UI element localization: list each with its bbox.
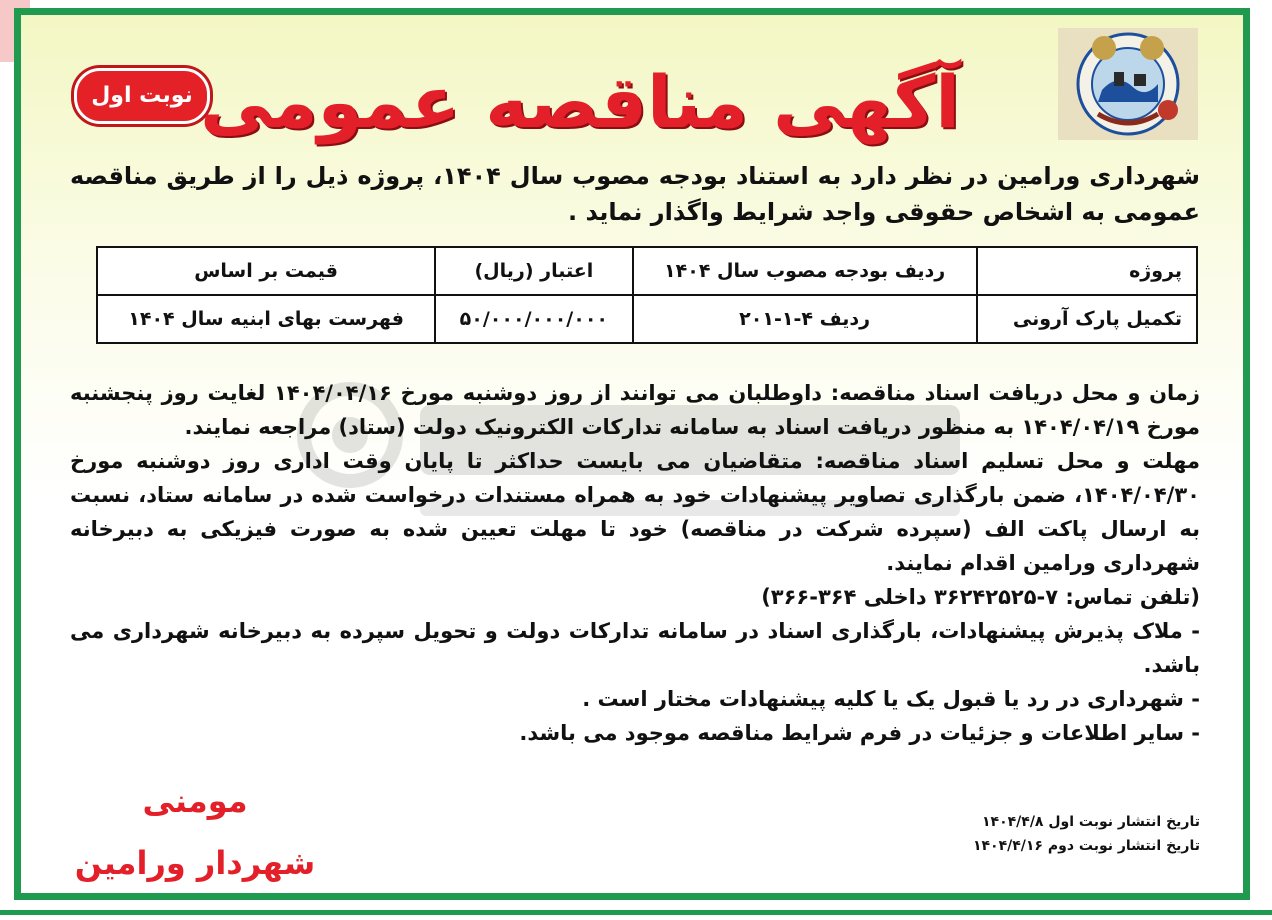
bottom-divider: [0, 910, 1272, 915]
acceptance-criteria: - ملاک پذیرش پیشنهادات، بارگذاری اسناد در سامانه تدارکات دولت و تحویل سپرده به دبیرخانه شهرداری می باشد.: [70, 619, 1200, 677]
contact-phone: (تلفن تماس: ۷-۳۶۲۴۲۵۲۵ داخلی ۳۶۴-۳۶۶): [761, 585, 1200, 609]
cell-price-basis: فهرست بهای ابنیه سال ۱۴۰۴: [97, 295, 435, 343]
submission-deadline-paragraph: مهلت و محل تسلیم اسناد مناقصه: متقاضیان می بایست حداکثر تا پایان وقت اداری روز دوشنبه مورخ ۱۴۰۴/۰۴/۳۰، ضمن بارگذاری تصاویر پیشنهادات خود به همراه مستندات درخواست شده در سامانه ستاد، نسبت به ارسال پاکت الف (سپرده شرکت در مناقصه) خود تا مهلت تعیین شده به صورت فیزیکی به دبیرخانه شهرداری ورامین اقدام نمایند.: [70, 449, 1200, 575]
table-row: [97, 295, 1197, 343]
signatory-role: شهردار ورامین: [74, 844, 316, 882]
table-header-row: [97, 247, 1197, 295]
document-receipt-paragraph: زمان و محل دریافت اسناد مناقصه: داوطلبان می توانند از روز دوشنبه مورخ ۱۴۰۴/۰۴/۱۶ لغایت روز پنجشنبه مورخ ۱۴۰۴/۰۴/۱۹ به منظور دریافت اسناد به سامانه تدارکات الکترونیک دولت (ستاد) مراجعه نمایند.: [70, 381, 1200, 439]
ad-title: آگهی مناقصه عمومی: [200, 60, 960, 144]
signature-block: [50, 770, 340, 894]
ad-body: [70, 376, 1200, 750]
header-price-basis: قیمت بر اساس: [97, 247, 435, 295]
first-round-badge: نوبت اول: [74, 68, 210, 124]
second-publication-date: تاریخ انتشار نوبت دوم ۱۴۰۴/۴/۱۶: [972, 838, 1200, 854]
cell-credit: ۵۰/۰۰۰/۰۰۰/۰۰۰: [435, 295, 632, 343]
cell-budget-row: ردیف ۴-۱-۲۰۱: [633, 295, 977, 343]
header-credit: اعتبار (ریال): [435, 247, 632, 295]
rejection-right: - شهرداری در رد یا قبول یک یا کلیه پیشنهادات مختار است .: [582, 687, 1200, 711]
publication-dates: [880, 810, 1200, 858]
cell-project: تکمیل پارک آرونی: [977, 295, 1197, 343]
more-info-note: - سایر اطلاعات و جزئیات در فرم شرایط مناقصه موجود می باشد.: [519, 721, 1200, 745]
header-project: پروژه: [977, 247, 1197, 295]
signatory-name: مومنی: [142, 782, 248, 820]
project-table: [96, 246, 1198, 344]
header-budget-row: ردیف بودجه مصوب سال ۱۴۰۴: [633, 247, 977, 295]
first-publication-date: تاریخ انتشار نوبت اول ۱۴۰۴/۴/۸: [981, 814, 1200, 830]
municipality-logo: [1058, 28, 1198, 140]
intro-paragraph: شهرداری ورامین در نظر دارد به استناد بودجه مصوب سال ۱۴۰۴، پروژه ذیل را از طریق مناقصه عمومی به اشخاص حقوقی واجد شرایط واگذار نماید .: [70, 162, 1200, 226]
